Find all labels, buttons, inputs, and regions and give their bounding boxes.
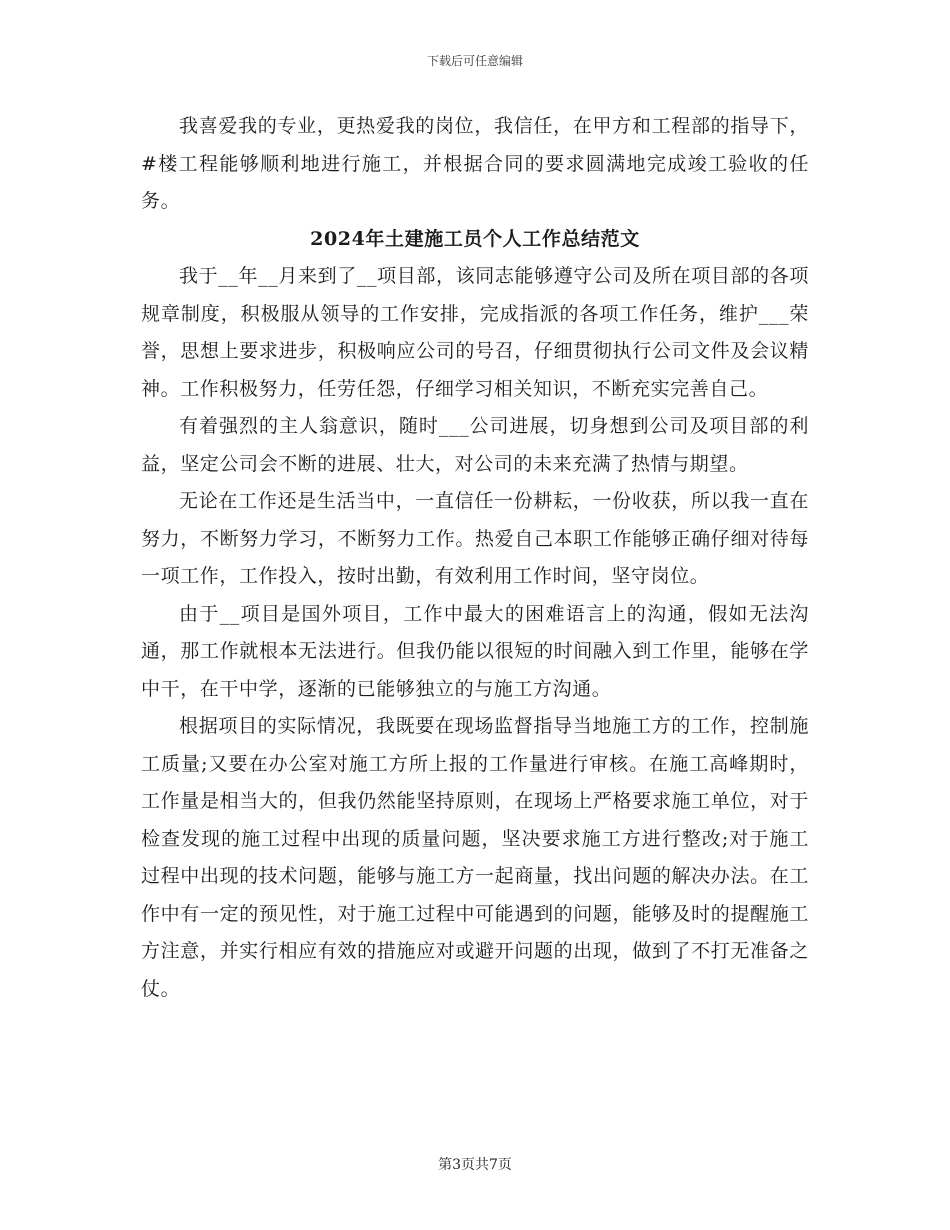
body-paragraph-4: 由于__项目是国外项目，工作中最大的困难语言上的沟通，假如无法沟通，那工作就根本无法进行。但我仍能以很短的时间融入到工作里，能够在学中干，在干中学，逐渐的已能够独立的与施工方沟通。	[141, 602, 809, 700]
document-title: 2024年土建施工员个人工作总结范文	[310, 227, 640, 250]
body-paragraph-3: 无论在工作还是生活当中，一直信任一份耕耘，一份收获，所以我一直在努力，不断努力学习，不断努力工作。热爱自己本职工作能够正确仔细对待每一项工作，工作投入，按时出勤，有效利用工作时间，坚守岗位。	[141, 490, 809, 587]
page-header-note: 下载后可任意编辑	[426, 54, 523, 68]
intro-paragraph: 我喜爱我的专业，更热爱我的岗位，我信任，在甲方和工程部的指导下，#楼工程能够顺利地进行施工，并根据合同的要求圆满地完成竣工验收的任务。	[141, 115, 809, 212]
body-paragraph-2: 有着强烈的主人翁意识，随时___公司进展，切身想到公司及项目部的利益，坚定公司会不断的进展、壮大，对公司的未来充满了热情与期望。	[141, 415, 809, 475]
body-paragraph-5: 根据项目的实际情况，我既要在现场监督指导当地施工方的工作，控制施工质量;又要在办公室对施工方所上报的工作量进行审核。在施工高峰期时，工作量是相当大的，但我仍然能坚持原则，在现场上严格要求施工单位，对于检查发现的施工过程中出现的质量问题，坚决要求施工方进行整改;对于施工过程中出现的技术问题，能够与施工方一起商量，找出问题的解决办法。在工作中有一定的预见性，对于施工过程中可能遇到的问题，能够及时的提醒施工方注意，并实行相应有效的措施应对或避开问题的出现，做到了不打无准备之仗。	[141, 715, 809, 1000]
page-number: 第3页共7页	[438, 1157, 512, 1173]
body-paragraph-1: 我于__年__月来到了__项目部，该同志能够遵守公司及所在项目部的各项规章制度，积极服从领导的工作安排，完成指派的各项工作任务，维护___荣誉，思想上要求进步，积极响应公司的号召，仔细贯彻执行公司文件及会议精神。工作积极努力，任劳任怨，仔细学习相关知识，不断充实完善自己。	[141, 265, 809, 400]
document-body	[141, 108, 809, 1008]
